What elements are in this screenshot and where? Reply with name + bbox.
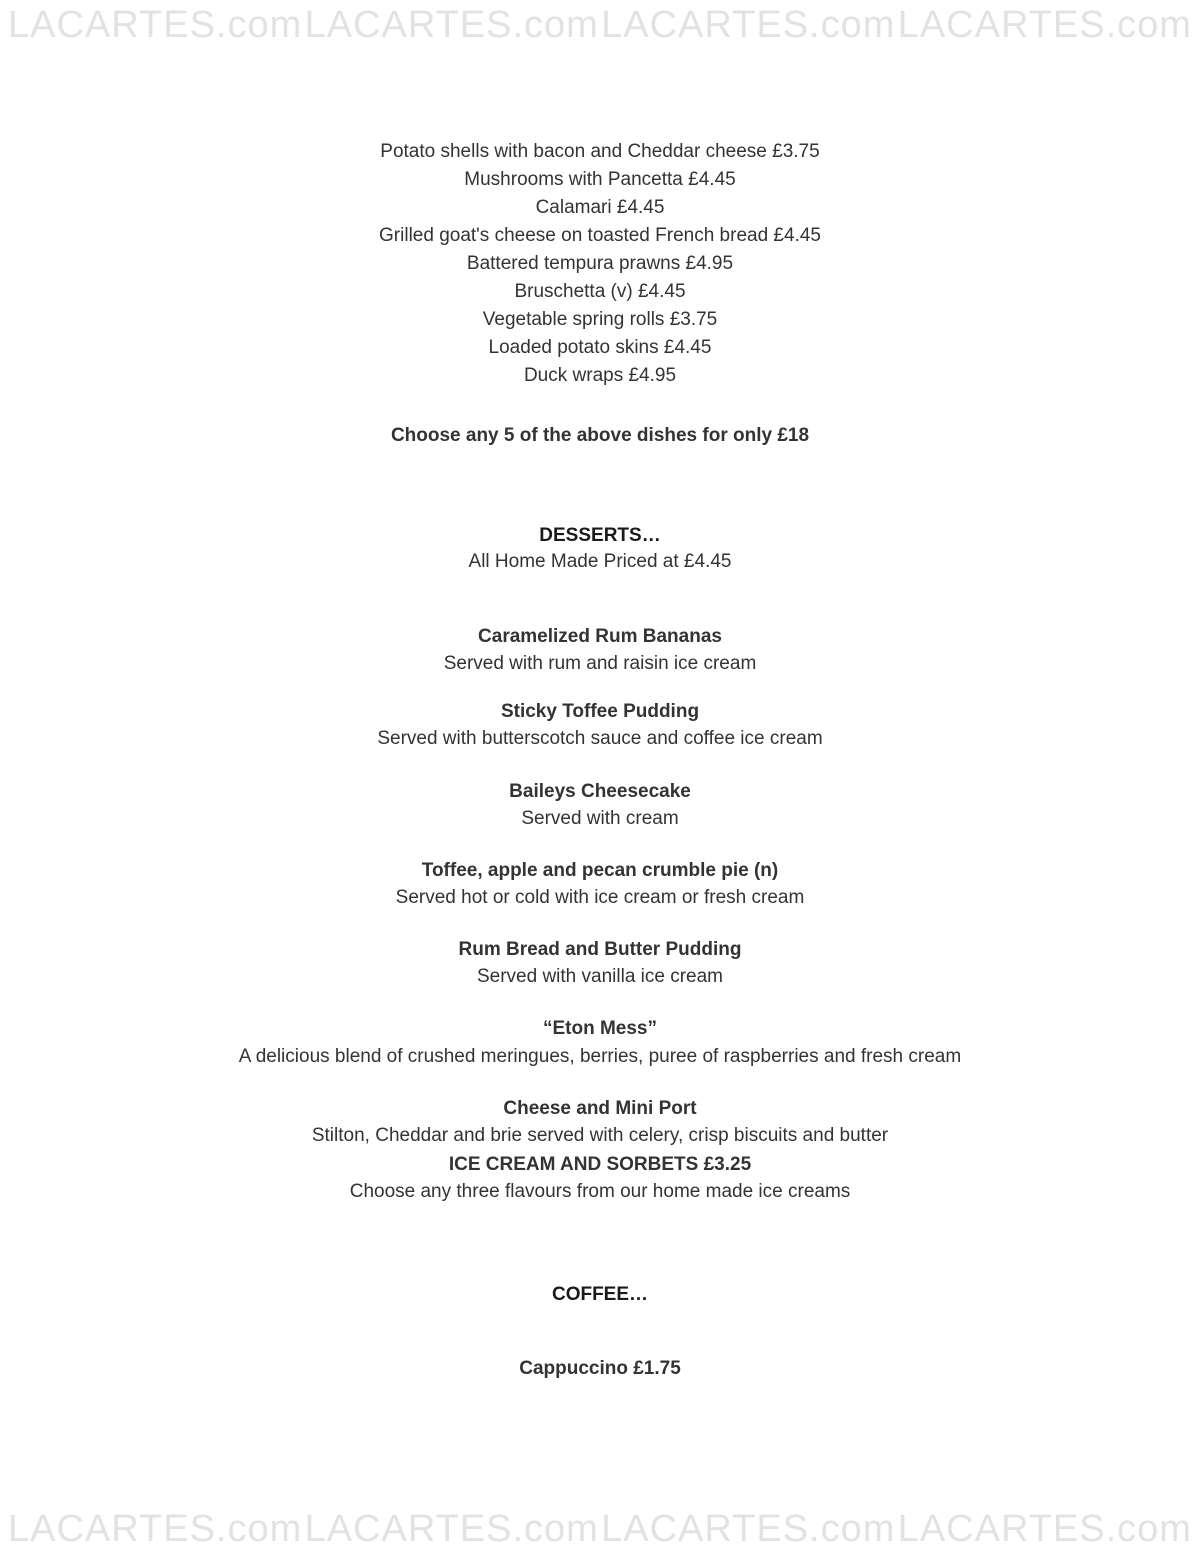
- dessert-name: Baileys Cheesecake: [509, 781, 691, 802]
- dessert-name: Caramelized Rum Bananas: [478, 626, 722, 647]
- dessert-description: Served with cream: [521, 808, 679, 829]
- dessert-description: Stilton, Cheddar and brie served with celery, crisp biscuits and butter: [311, 1125, 889, 1146]
- ice-cream-description: Choose any three flavours from our home made ice creams: [349, 1181, 851, 1202]
- watermark-top: [0, 4, 1200, 47]
- watermark-text: LACARTES.com: [601, 1508, 896, 1550]
- watermark-text: LACARTES.com: [897, 4, 1192, 46]
- starters-offer: Choose any 5 of the above dishes for only £18: [390, 425, 810, 446]
- dessert-name: Rum Bread and Butter Pudding: [458, 939, 742, 960]
- watermark-text: LACARTES.com: [304, 1508, 599, 1550]
- desserts-heading: DESSERTS…: [539, 525, 661, 546]
- dessert-name: Toffee, apple and pecan crumble pie (n): [421, 860, 779, 881]
- dessert-description: Served with rum and raisin ice cream: [443, 653, 757, 674]
- dessert-description: A delicious blend of crushed meringues, berries, puree of raspberries and fresh cream: [238, 1046, 962, 1067]
- starter-item: Calamari £4.45: [535, 197, 665, 218]
- watermark-text: LACARTES.com: [304, 4, 599, 46]
- coffee-item: Cappuccino £1.75: [519, 1358, 681, 1379]
- starter-item: Potato shells with bacon and Cheddar cheese £3.75: [380, 141, 820, 162]
- starter-item: Mushrooms with Pancetta £4.45: [464, 169, 736, 190]
- dessert-description: Served hot or cold with ice cream or fresh cream: [395, 887, 805, 908]
- dessert-name: Sticky Toffee Pudding: [500, 701, 700, 722]
- starter-item: Battered tempura prawns £4.95: [466, 253, 734, 274]
- starter-item: Grilled goat's cheese on toasted French bread £4.45: [379, 225, 821, 246]
- watermark-text: LACARTES.com: [8, 1508, 303, 1550]
- ice-cream-heading: ICE CREAM AND SORBETS £3.25: [448, 1154, 752, 1175]
- watermark-bottom: [0, 1508, 1200, 1551]
- dessert-name: “Eton Mess”: [542, 1018, 658, 1039]
- watermark-text: LACARTES.com: [897, 1508, 1192, 1550]
- dessert-name: Cheese and Mini Port: [503, 1098, 697, 1119]
- dessert-description: Served with vanilla ice cream: [476, 966, 724, 987]
- watermark-text: LACARTES.com: [8, 4, 303, 46]
- desserts-subheading: All Home Made Priced at £4.45: [468, 551, 732, 572]
- dessert-description: Served with butterscotch sauce and coffee ice cream: [377, 728, 823, 749]
- coffee-heading: COFFEE…: [551, 1284, 649, 1305]
- starter-item: Duck wraps £4.95: [523, 365, 677, 386]
- watermark-text: LACARTES.com: [601, 4, 896, 46]
- starter-item: Loaded potato skins £4.45: [488, 337, 712, 358]
- starter-item: Bruschetta (v) £4.45: [514, 281, 686, 302]
- starter-item: Vegetable spring rolls £3.75: [482, 309, 718, 330]
